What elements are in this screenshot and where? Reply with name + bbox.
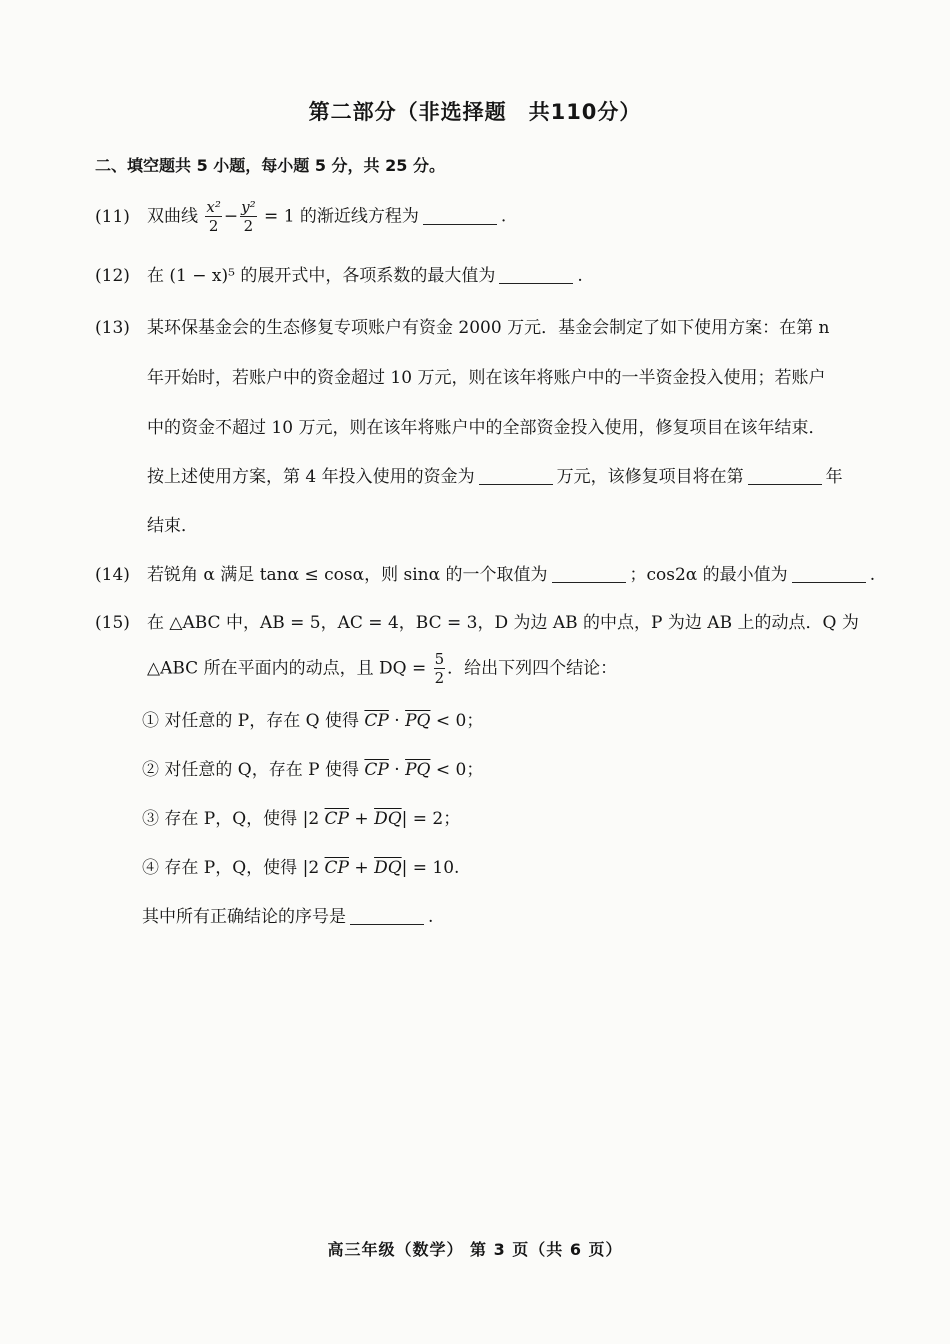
question-13-line-2: 年开始时，若账户中的资金超过 10 万元，则在该年将账户中的一半资金投入使用；若账户 — [147, 368, 826, 388]
question-15-line-2 — [147, 652, 617, 686]
q12-text: 在 (1 − x)⁵ 的展开式中，各项系数的最大值为 — [147, 266, 496, 286]
vector-dq: $\overline{DQ}$ — [374, 858, 402, 878]
section-heading: 二、填空题共 5 小题，每小题 5 分，共 25 分。 — [95, 156, 445, 175]
q11-suffix: = 1 的渐近线方程为 — [264, 206, 419, 227]
question-number: (14) — [95, 565, 130, 585]
answer-blank[interactable] — [748, 466, 822, 485]
question-13-line-5: 结束． — [147, 516, 198, 536]
answer-blank[interactable] — [792, 564, 866, 583]
answer-blank[interactable] — [423, 206, 497, 225]
q15-end: . — [428, 907, 434, 927]
plus-operator: + — [349, 809, 375, 829]
q14-text: 若锐角 α 满足 tanα ≤ cosα，则 sinα 的一个取值为 — [147, 565, 548, 585]
conclusion-text: < 0； — [430, 760, 484, 780]
question-number: (13) — [95, 318, 130, 338]
conclusion-text: | = 10. — [401, 858, 460, 878]
answer-blank[interactable] — [479, 466, 553, 485]
question-number: (11) — [95, 206, 130, 227]
q13-text: 年 — [825, 467, 843, 487]
question-12 — [95, 261, 583, 286]
dot-operator: · — [388, 760, 406, 780]
vector-cp: $\overline{CP}$ — [364, 760, 389, 780]
q13-text: 某环保基金会的生态修复专项账户有资金 2000 万元．基金会制定了如下使用方案：在第 n — [147, 318, 830, 338]
vector-cp: $\overline{CP}$ — [324, 858, 349, 878]
fraction-x2-over-2 — [205, 200, 221, 234]
question-13-line-1 — [95, 313, 829, 338]
q14-text: ；cos2α 的最小值为 — [629, 565, 788, 585]
frac-num: x² — [206, 198, 221, 216]
q15-text: 其中所有正确结论的序号是 — [142, 907, 346, 927]
question-13-line-3: 中的资金不超过 10 万元，则在该年将账户中的全部资金投入使用，修复项目在该年结束． — [147, 418, 826, 438]
plus-operator: + — [349, 858, 375, 878]
answer-blank[interactable] — [552, 564, 626, 583]
q14-end: . — [869, 565, 876, 585]
q11-prefix: 双曲线 — [147, 206, 198, 227]
question-15-line-1 — [95, 608, 859, 633]
conclusion-3 — [142, 804, 460, 829]
page-footer: 高三年级（数学） 第 3 页（共 6 页） — [327, 1240, 623, 1259]
q15-text: 在 △ABC 中，AB = 5，AC = 4，BC = 3，D 为边 AB 的中点，P 为边 AB 上的动点．Q 为 — [147, 613, 859, 633]
q12-end: . — [577, 266, 583, 286]
minus-sign: − — [223, 206, 239, 227]
answer-blank[interactable] — [350, 906, 424, 925]
fraction-y2-over-2 — [240, 200, 257, 234]
conclusion-2 — [142, 755, 483, 780]
q15-text: △ABC 所在平面内的动点，且 DQ = — [147, 658, 427, 679]
dot-operator: · — [388, 711, 406, 731]
q11-end: . — [500, 206, 507, 227]
vector-dq: $\overline{DQ}$ — [374, 809, 402, 829]
q13-text: 万元，该修复项目将在第 — [556, 467, 744, 487]
answer-blank[interactable] — [499, 265, 573, 284]
vector-cp: $\overline{CP}$ — [364, 711, 389, 731]
frac-den: 2 — [434, 669, 445, 687]
question-15-final — [142, 902, 433, 927]
conclusion-1 — [142, 706, 483, 731]
conclusion-4 — [142, 853, 459, 878]
question-number: (15) — [95, 613, 130, 633]
question-11 — [95, 200, 506, 234]
part-title: 第二部分（非选择题 共110分） — [308, 100, 642, 124]
fraction-5-over-2 — [434, 652, 446, 686]
frac-num: 5 — [434, 650, 445, 668]
frac-den: 2 — [243, 217, 254, 235]
question-number: (12) — [95, 266, 130, 286]
question-13-line-4 — [147, 462, 843, 487]
conclusion-text: ④ 存在 P，Q，使得 |2 — [142, 858, 325, 878]
vector-pq: $\overline{PQ}$ — [405, 711, 431, 731]
conclusion-text: ② 对任意的 Q，存在 P 使得 — [142, 760, 365, 780]
vector-cp: $\overline{CP}$ — [324, 809, 349, 829]
frac-num: y² — [241, 198, 256, 216]
conclusion-text: < 0； — [430, 711, 484, 731]
q13-text: 按上述使用方案，第 4 年投入使用的资金为 — [147, 467, 475, 487]
vector-pq: $\overline{PQ}$ — [405, 760, 431, 780]
q15-text: ．给出下列四个结论： — [447, 658, 618, 679]
conclusion-text: ③ 存在 P，Q，使得 |2 — [142, 809, 325, 829]
conclusion-text: ① 对任意的 P，存在 Q 使得 — [142, 711, 365, 731]
question-14 — [95, 560, 875, 585]
frac-den: 2 — [208, 217, 219, 235]
conclusion-text: | = 2； — [401, 809, 461, 829]
